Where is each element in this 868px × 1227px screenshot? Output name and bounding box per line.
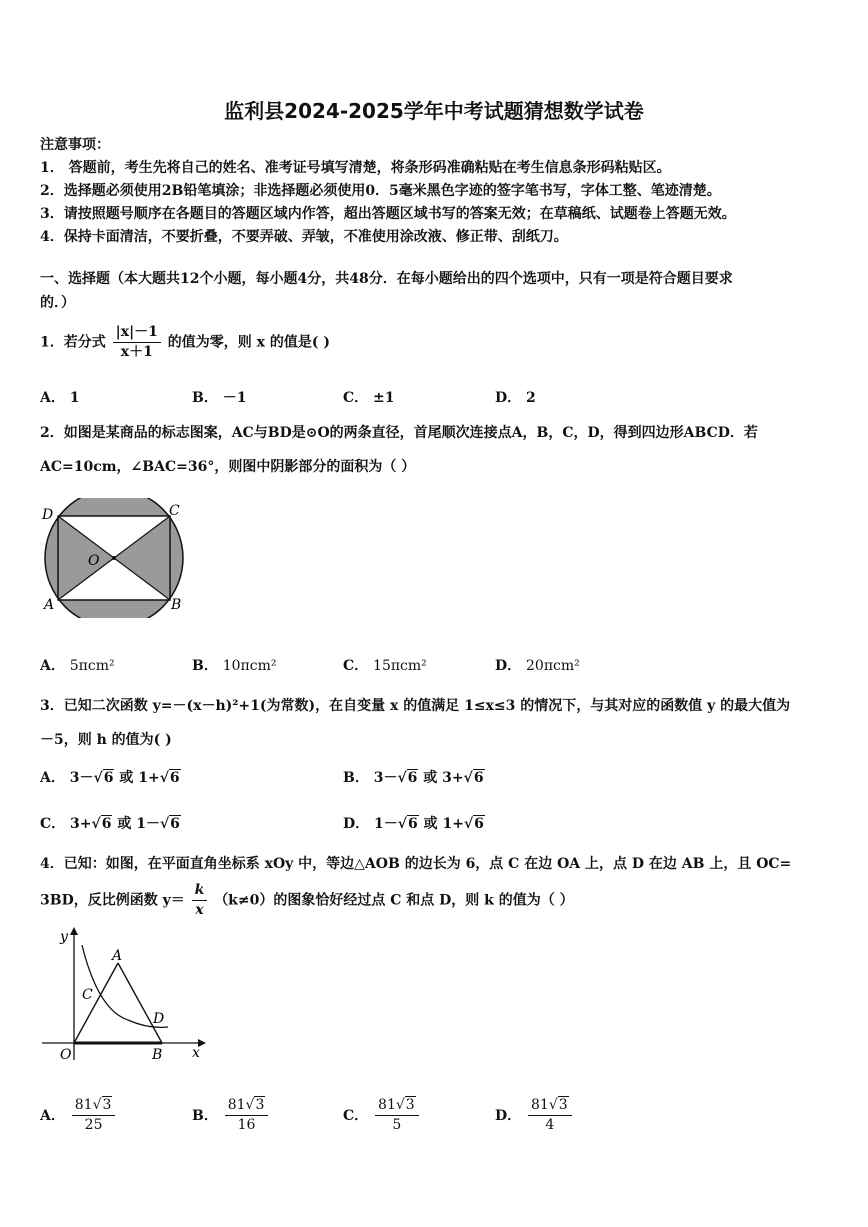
q4-fraction	[192, 882, 208, 919]
q1-option-c: C． ±1	[343, 390, 395, 406]
q2-circle-figure	[36, 498, 196, 618]
notice-item: 4．保持卡面清洁，不要折叠，不要弄破、弄皱，不准使用涂改液、修正带、刮纸刀。	[40, 229, 568, 245]
q1-option-d: D． 2	[495, 390, 536, 406]
label-y: y	[60, 929, 68, 945]
segment-ab	[118, 963, 165, 1043]
q4-option-d: D． $\frac{81√3}{4}$	[495, 1096, 574, 1134]
q3-option-d: D． 1－√6 或 1+√6	[343, 816, 484, 832]
label-c: C	[82, 987, 93, 1003]
q3-option-b: B． 3－√6 或 3+√6	[343, 770, 484, 786]
label-a: A	[112, 948, 123, 964]
label-c: C	[169, 503, 180, 519]
q1-suffix: 的值为零，则 x 的值是( )	[167, 334, 330, 351]
notice-item: 3．请按照题号顺序在各题目的答题区域内作答，超出答题区域书写的答案无效；在草稿纸、试题卷上答题无效。	[40, 206, 736, 222]
q3-option-a: A． 3－√6 或 1+√6	[40, 770, 180, 786]
question-1-stem	[40, 324, 330, 361]
q1-option-b: B． －1	[192, 390, 247, 406]
section-heading-line1: 一、选择题（本大题共12个小题，每小题4分，共48分．在每小题给出的四个选项中，只有一项是符合题目要求	[40, 271, 733, 287]
label-x: x	[192, 1045, 200, 1061]
q1-option-a: A． 1	[40, 390, 80, 406]
label-b: B	[152, 1047, 163, 1063]
q3-option-c: C． 3+√6 或 1－√6	[40, 816, 180, 832]
notice-item: 1． 答题前，考生先将自己的姓名、准考证号填写清楚，将条形码准确粘贴在考生信息条形码粘贴区。	[40, 160, 671, 176]
label-d: D	[153, 1011, 165, 1027]
q2-option-d: D． 20πcm²	[495, 658, 580, 674]
question-3-line2: －5，则 h 的值为( )	[40, 732, 172, 748]
q4-fraction-numerator: k	[192, 882, 208, 901]
question-2-line2: AC=10cm，∠BAC=36°，则图中阴影部分的面积为（ ）	[40, 459, 416, 475]
y-axis-arrow	[70, 927, 78, 935]
q1-fraction	[113, 324, 161, 361]
q4-option-c: C． $\frac{81√3}{5}$	[343, 1096, 421, 1134]
q4-option-a: A． $\frac{81√3}{25}$	[40, 1096, 117, 1134]
q1-fraction-denominator: x＋1	[120, 344, 153, 360]
section-heading-line2: 的．）	[40, 295, 75, 311]
q2-option-c: C． 15πcm²	[343, 658, 427, 674]
question-3-line1: 3．已知二次函数 y=－(x－h)²+1(为常数)，在自变量 x 的值满足 1≤x≤3 的情况下，与其对应的函数值 y 的最大值为	[40, 698, 791, 714]
q4-fraction-denominator: x	[195, 902, 204, 918]
question-2-line1: 2．如图是某商品的标志图案，AC与BD是⊙O的两条直径，首尾顺次连接点A，B，C，D，得到四边形ABCD．若	[40, 425, 758, 441]
q4-option-b: B． $\frac{81√3}{16}$	[192, 1096, 270, 1134]
q4-line2-prefix: 3BD，反比例函数 y＝	[40, 892, 185, 909]
question-4-line2	[40, 882, 574, 919]
label-d: D	[42, 507, 54, 523]
center-point	[112, 556, 116, 560]
label-b: B	[171, 597, 182, 613]
q4-line2-suffix: （k≠0）的图象恰好经过点 C 和点 D，则 k 的值为（ ）	[214, 892, 574, 909]
notice-item: 2．选择题必须使用2B铅笔填涂；非选择题必须使用0．5毫米黑色字迹的签字笔书写，字体工整、笔迹清楚。	[40, 183, 721, 199]
q4-coordinate-figure	[38, 925, 208, 1065]
label-a: A	[44, 597, 55, 613]
label-o: O	[60, 1047, 72, 1063]
label-o: O	[88, 553, 100, 569]
question-4-line1: 4．已知：如图，在平面直角坐标系 xOy 中，等边△AOB 的边长为 6，点 C 在边 OA 上，点 D 在边 AB 上，且 OC=	[40, 856, 792, 872]
segment-oa	[74, 963, 118, 1043]
notice-heading: 注意事项：	[40, 137, 110, 153]
page-title: 监利县2024-2025学年中考试题猜想数学试卷	[224, 99, 644, 123]
q2-option-a: A． 5πcm²	[40, 658, 115, 674]
q1-prefix: 1．若分式	[40, 334, 106, 351]
q2-option-b: B． 10πcm²	[192, 658, 277, 674]
q1-fraction-numerator: |x|－1	[113, 324, 161, 343]
